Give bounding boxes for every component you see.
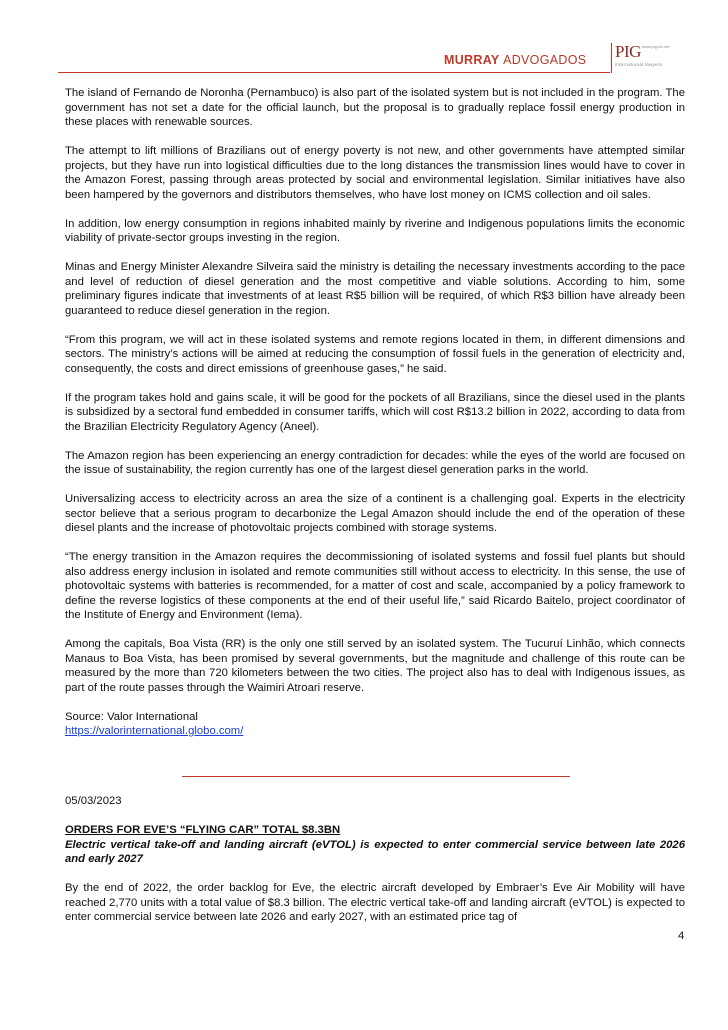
brand-bold: MURRAY	[444, 53, 500, 67]
pig-logo-url: www.pig-int.net	[642, 44, 670, 49]
paragraph: In addition, low energy consumption in regions inhabited mainly by riverine and Indigenous populations limits the economic viability of private-sector groups investing in the region.	[65, 217, 685, 244]
header-rule	[58, 72, 610, 73]
article-headline: ORDERS FOR EVE’S “FLYING CAR” TOTAL $8.3BN	[65, 824, 341, 836]
paragraph: The Amazon region has been experiencing an energy contradiction for decades: while the eyes of the world are focused on the issue of sustainability, the region currently has one of the largest diesel generation parks in the world.	[65, 449, 685, 476]
paragraph: If the program takes hold and gains scale, it will be good for the pockets of all Brazilians, since the diesel used in the plants is subsidized by a sectoral fund embedded in consumer tariffs, which will cost R$13.2 billion in 2022, according to data from the Brazilian Electricity Regulatory Agency (Aneel).	[65, 391, 685, 433]
paragraph: Universalizing access to electricity across an area the size of a continent is a challenging goal. Experts in the electricity sector believe that a serious program to decarbonize the Legal Amazon should include the end of the operation of these diesel plants and the increase of photovoltaic projects combined with storage systems.	[65, 493, 685, 534]
page-header	[0, 0, 728, 80]
page-number: 4	[678, 930, 685, 942]
paragraph: “From this program, we will act in these isolated systems and remote regions located in them, in different dimensions and sectors. The ministry’s actions will be aimed at reducing the consumption of fossil fuels in the generation of electricity and, consequently, the costs and direct emissions of greenhouse gases,” he said.	[65, 333, 685, 375]
source-label: Source: Valor International	[65, 710, 198, 723]
article-body	[65, 86, 685, 739]
paragraph: The island of Fernando de Noronha (Pernambuco) is also part of the isolated system but is not included in the program. The government has not set a date for the official launch, but the proposal is to gradually replace fossil energy production in these places with renewable sources.	[65, 87, 685, 128]
pig-logo-subtitle: international lawyers	[615, 62, 663, 67]
next-article	[65, 823, 685, 925]
article-date: 05/03/2023	[65, 795, 122, 807]
paragraph: The attempt to lift millions of Brazilians out of energy poverty is not new, and other governments have attempted similar projects, but they have run into logistical difficulties due to the long distances the transmission lines would have to cover in the Amazon Forest, passing through areas protected by social and environmental legislation. Similar initiatives have also been hampered by the governors and distributors themselves, who have lost money on ICMS collection and oil sales.	[65, 145, 685, 201]
article-paragraph: By the end of 2022, the order backlog for Eve, the electric aircraft developed by Embraer’s Eve Air Mobility will have reached 2,770 units with a total value of $8.3 billion. The electric vertical take-off and landing aircraft (eVTOL) is expected to enter commercial service between late 2026 and early 2027, with an estimated price tag of	[65, 882, 685, 923]
article-subheadline: Electric vertical take-off and landing aircraft (eVTOL) is expected to enter commercial service between late 2026 and early 2027	[65, 838, 685, 865]
pig-logo-text: PIG	[615, 42, 641, 61]
paragraph: Among the capitals, Boa Vista (RR) is the only one still served by an isolated system. The Tucuruí Linhão, which connects Manaus to Boa Vista, has been promised by several governments, but the magnitude and challenge of this route can be measured by the more than 720 kilometers between the two cities. The project also has to deal with Indigenous issues, as part of the route passes through the Waimiri Atroari reserve.	[65, 638, 685, 694]
murray-advogados-logo	[444, 53, 586, 67]
source-link[interactable]: https://valorinternational.globo.com/	[65, 725, 244, 737]
paragraph: Minas and Energy Minister Alexandre Silveira said the ministry is detailing the necessary investments according to the pace and level of reduction of diesel generation and the most competitive and viable solutions. According to him, some preliminary figures indicate that investments of at least R$5 billion will be required, of which R$3 billion have already been guaranteed to reduce diesel generation in the region.	[65, 261, 685, 317]
paragraph: “The energy transition in the Amazon requires the decommissioning of isolated systems and fossil fuel plants but should also address energy inclusion in isolated and remote communities still without access to electricity. In this sense, the use of photovoltaic systems with batteries is recommended, for a matter of cost and scale, accompanied by a policy framework to define the reverse logistics of these components at the end of their useful life,” said Ricardo Baitelo, project coordinator of the Institute of Energy and Environment (Iema).	[65, 551, 685, 621]
brand-light: ADVOGADOS	[503, 53, 587, 67]
article-separator	[182, 776, 570, 777]
header-divider	[611, 43, 612, 73]
pig-logo	[615, 42, 681, 70]
